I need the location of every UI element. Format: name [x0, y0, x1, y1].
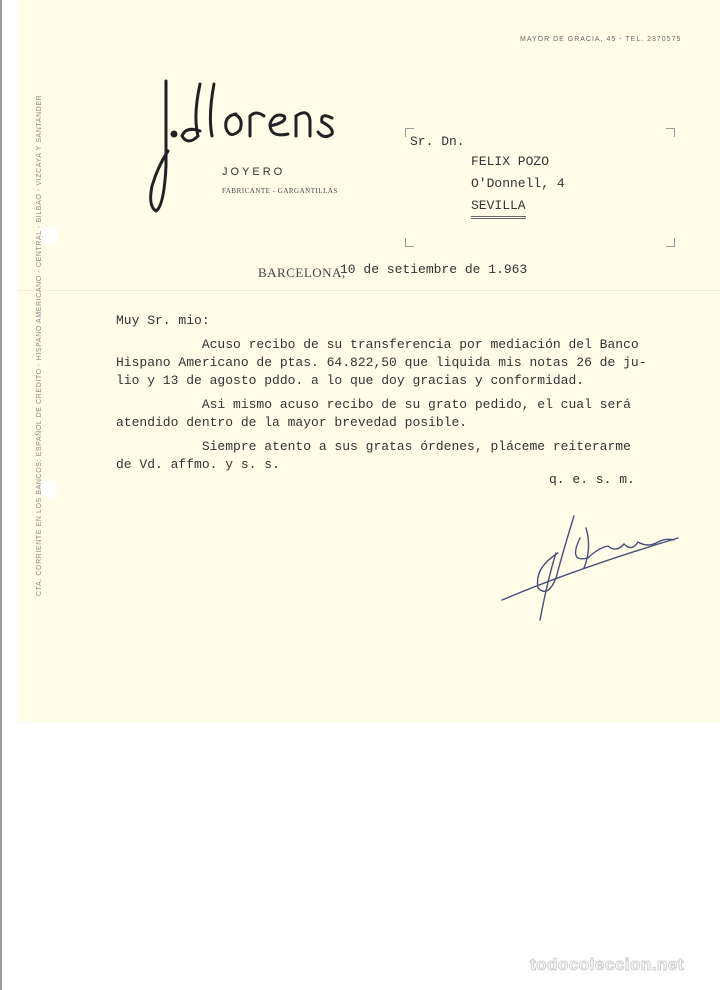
trade-subtitle: FABRICANTE - GARGANTILLAS — [222, 187, 338, 195]
window-corner-mark — [666, 128, 675, 137]
recipient-city: SEVILLA — [471, 198, 526, 219]
company-logo — [138, 76, 358, 216]
scan-edge — [0, 0, 2, 990]
signature — [498, 508, 688, 628]
recipient-title: Sr. Dn. — [410, 134, 465, 149]
dateline-city: BARCELONA, — [258, 265, 346, 280]
body-line: lio y 13 de agosto pddo. a lo que doy gracias y conformidad. — [116, 373, 585, 388]
fold-line — [18, 290, 720, 291]
body-line: atendido dentro de la mayor brevedad posible. — [116, 415, 468, 430]
window-corner-mark — [666, 238, 675, 247]
greeting: Muy Sr. mio: — [116, 313, 210, 328]
watermark: todocoleccion.net — [530, 955, 684, 974]
body-line: Hispano Americano de ptas. 64.822,50 que liquida mis notas 26 de ju- — [116, 355, 647, 370]
closing: q. e. s. m. — [549, 472, 635, 487]
bank-accounts-line: CTA. CORRIENTE EN LOS BANCOS: ESPAÑOL DE CREDITO - HISPANO AMERICANO - CENTRAL - BILBAO - VIZCAYA Y SANTANDER — [36, 94, 43, 596]
body-line: Acuso recibo de su transferencia por mediación del Banco — [116, 337, 639, 352]
dateline-date: 10 de setiembre de 1.963 — [340, 262, 528, 277]
recipient-street: O'Donnell, 4 — [471, 176, 565, 191]
letterhead-address: MAYOR DE GRACIA, 45 - TEL. 2370575 — [520, 36, 682, 43]
body-line: de Vd. affmo. y s. s. — [116, 457, 280, 472]
body-line: Asi mismo acuso recibo de su grato pedido, el cual será — [116, 397, 631, 412]
trade-label: JOYERO — [222, 166, 286, 178]
body-line: Siempre atento a sus gratas órdenes, pláceme reiterarme — [116, 439, 631, 454]
recipient-name: FELIX POZO — [471, 154, 550, 169]
window-corner-mark — [405, 238, 414, 247]
